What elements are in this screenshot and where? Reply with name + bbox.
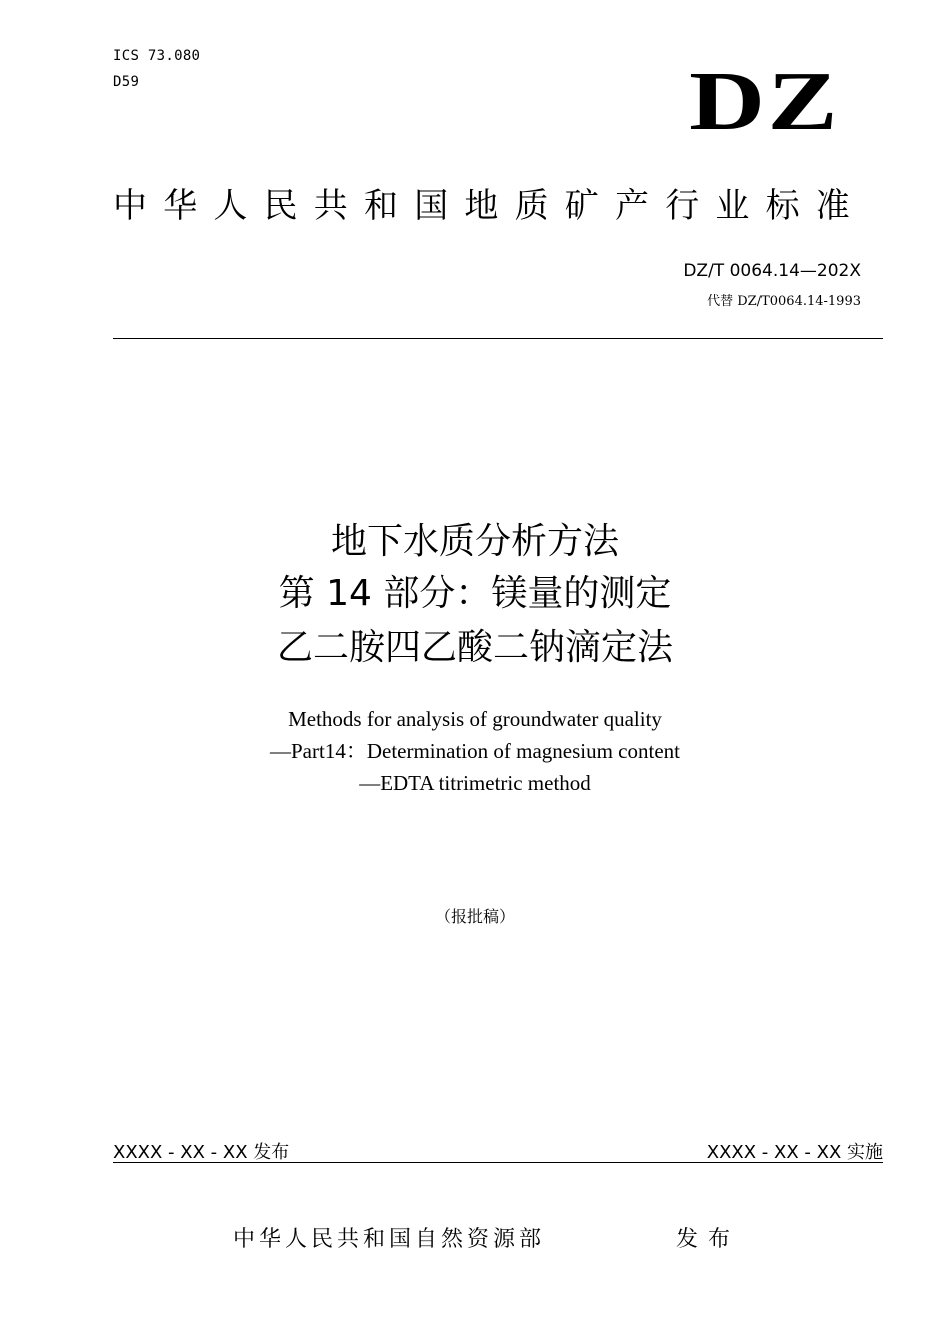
replaces-standard: 代替 DZ/T0064.14-1993	[707, 294, 861, 309]
footer-divider	[113, 1162, 883, 1163]
chinese-title-line-1: 地下水质分析方法	[330, 521, 619, 562]
ics-code: ICS 73.080	[113, 48, 201, 64]
standard-category-title: 中华人民共和国地质矿产行业标准	[113, 186, 866, 226]
ccs-code: D59	[113, 74, 140, 90]
chinese-title-line-3: 乙二胺四乙酸二钠滴定法	[276, 627, 673, 668]
publish-label: 发布	[676, 1227, 741, 1252]
standard-number: DZ/T 0064.14—202X	[683, 261, 861, 281]
dz-logo: DZ	[689, 55, 840, 148]
draft-status: （报批稿）	[434, 907, 515, 926]
header-divider	[113, 338, 883, 339]
english-title-line-1: Methods for analysis of groundwater quality	[288, 707, 662, 731]
implementation-date: XXXX - XX - XX 实施	[706, 1142, 883, 1163]
english-title-line-2: —Part14：Determination of magnesium content	[270, 739, 680, 763]
issuing-authority: 中华人民共和国自然资源部	[233, 1227, 546, 1252]
chinese-title-line-2: 第 14 部分：镁量的测定	[278, 573, 672, 614]
english-title-line-3: —EDTA titrimetric method	[359, 771, 591, 795]
issue-date: XXXX - XX - XX 发布	[113, 1142, 290, 1163]
